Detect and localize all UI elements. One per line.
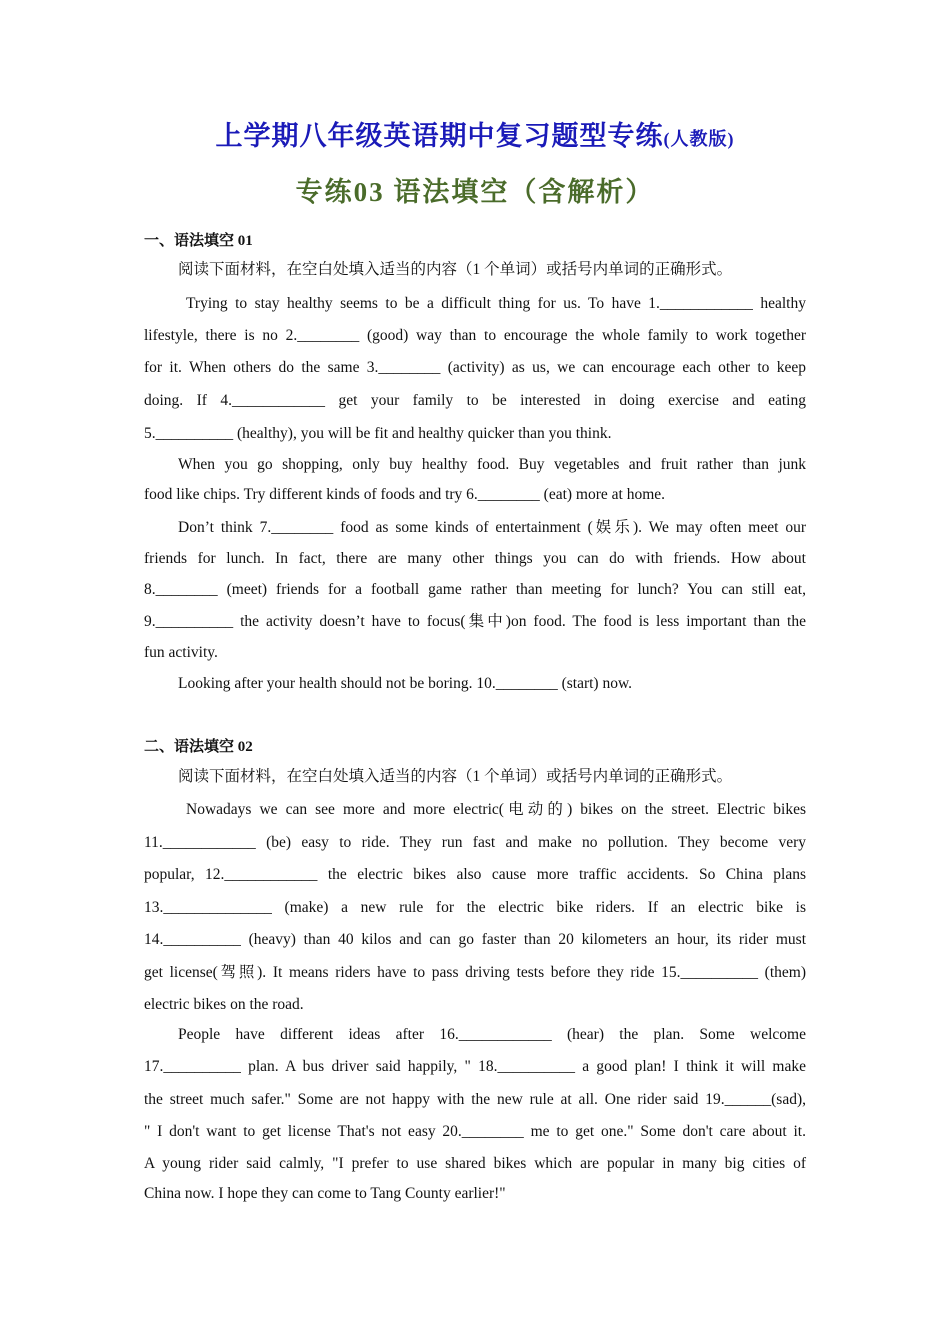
document-subtitle: 专练03 语法填空（含解析） xyxy=(295,177,655,207)
section1-line: Looking after your health should not be boring. 10.________ (start) now. xyxy=(178,675,633,692)
section2-line: electric bikes on the road. xyxy=(144,996,304,1013)
document-title xyxy=(0,114,950,153)
section1-line: When you go shopping, only buy healthy food. Buy vegetables and fruit rather than junk xyxy=(178,456,806,473)
section2-line: get license(驾照). It means riders have to pass driving tests before they ride 15.__________ (them) xyxy=(144,964,806,981)
section2-line: popular, 12.____________ the electric bikes also cause more traffic accidents. So China plans xyxy=(144,866,806,883)
section2-line: 17.__________ plan. A bus driver said happily, " 18.__________ a good plan! I think it will make xyxy=(144,1058,806,1075)
section2-line: " I don't want to get license That's not easy 20.________ me to get one." Some don't care about it. xyxy=(144,1123,806,1140)
section2-line: 11.____________ (be) easy to ride. They run fast and make no pollution. They become very xyxy=(144,834,806,851)
section2-line: the street much safer." Some are not happy with the new rule at all. One rider said 19.______(sad), xyxy=(144,1091,806,1108)
section2-line: People have different ideas after 16.____________ (hear) the plan. Some welcome xyxy=(178,1026,806,1043)
section1-line: Don’t think 7.________ food as some kinds of entertainment (娱乐). We may often meet our xyxy=(178,519,806,536)
section1-line: friends for lunch. In fact, there are many other things you can do with friends. How about xyxy=(144,550,806,567)
section2-line: China now. I hope they can come to Tang County earlier!" xyxy=(144,1185,506,1202)
section2-line: A young rider said calmly, "I prefer to use shared bikes which are popular in many big cities of xyxy=(144,1155,806,1172)
section1-heading: 一、语法填空 01 xyxy=(144,233,253,249)
title-main: 上学期八年级英语期中复习题型专练 xyxy=(215,121,664,151)
title-edition: (人教版) xyxy=(663,129,735,149)
section1-line: fun activity. xyxy=(144,644,218,661)
section1-line: lifestyle, there is no 2.________ (good) way than to encourage the whole family to work together xyxy=(144,327,806,344)
section1-line: 8.________ (meet) friends for a football game rather than meeting for lunch? You can still eat, xyxy=(144,581,806,598)
section1-line: for it. When others do the same 3.________ (activity) as us, we can encourage each other to keep xyxy=(144,359,806,376)
section1-line: 9.__________ the activity doesn’t have to focus(集中)on food. The food is less important than the xyxy=(144,613,806,630)
section2-line: 13.______________ (make) a new rule for the electric bike riders. If an electric bike is xyxy=(144,899,806,916)
section1-line: food like chips. Try different kinds of foods and try 6.________ (eat) more at home. xyxy=(144,486,666,503)
section1-line: 5.__________ (healthy), you will be fit and healthy quicker than you think. xyxy=(144,425,612,442)
section2-line: Nowadays we can see more and more electric(电动的) bikes on the street. Electric bikes xyxy=(186,801,806,818)
section2-line: 14.__________ (heavy) than 40 kilos and can go faster than 20 kilometers an hour, its rider must xyxy=(144,931,806,948)
section1-line: doing. If 4.____________ get your family to be interested in doing exercise and eating xyxy=(144,392,806,409)
section1-instruction: 阅读下面材料，在空白处填入适当的内容（1 个单词）或括号内单词的正确形式。 xyxy=(178,261,733,278)
section2-instruction: 阅读下面材料，在空白处填入适当的内容（1 个单词）或括号内单词的正确形式。 xyxy=(178,768,733,785)
section2-heading: 二、语法填空 02 xyxy=(144,739,253,755)
section1-line: Trying to stay healthy seems to be a difficult thing for us. To have 1.____________ healthy xyxy=(186,295,806,312)
